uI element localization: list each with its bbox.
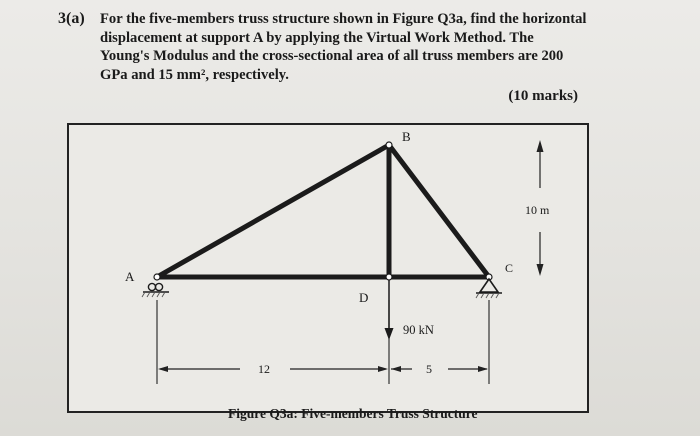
node-label-a: A [125,269,135,284]
member-b-c [389,145,489,277]
load-label: 90 kN [403,323,434,337]
question-line: GPa and 15 mm², respectively. [100,66,289,83]
dimension-5-label: 5 [426,362,432,376]
dimension-arrowhead [478,366,488,372]
question-number: 3(a) [58,10,85,27]
question-line: displacement at support A by applying the Virtual Work Method. The [100,29,534,46]
joint-d [386,274,392,280]
pin-support-icon [476,279,502,298]
dimension-arrowhead [537,140,544,152]
figure-caption: Figure Q3a: Five-members Truss Structure [228,406,478,421]
member-a-b [157,145,389,277]
dimension-12-label: 12 [258,362,270,376]
dimension-arrowhead [158,366,168,372]
dimension-10-label: 10 m [525,203,550,217]
dimension-arrowhead [378,366,388,372]
node-label-b: B [402,129,411,144]
question-line: Young's Modulus and the cross-sectional area of all truss members are 200 [100,48,564,64]
node-label-d: D [359,290,369,305]
question-line: For the five-members truss structure shown in Figure Q3a, find the horizontal [100,11,587,27]
joint-b [386,142,392,148]
dimension-arrowhead [391,366,401,372]
roller-support-icon [142,283,169,297]
joint-a [154,274,160,280]
node-label-c: C [505,261,514,275]
marks-allocation: (10 marks) [508,88,578,104]
load-arrow-icon [385,328,394,340]
dimension-arrowhead [537,264,544,276]
